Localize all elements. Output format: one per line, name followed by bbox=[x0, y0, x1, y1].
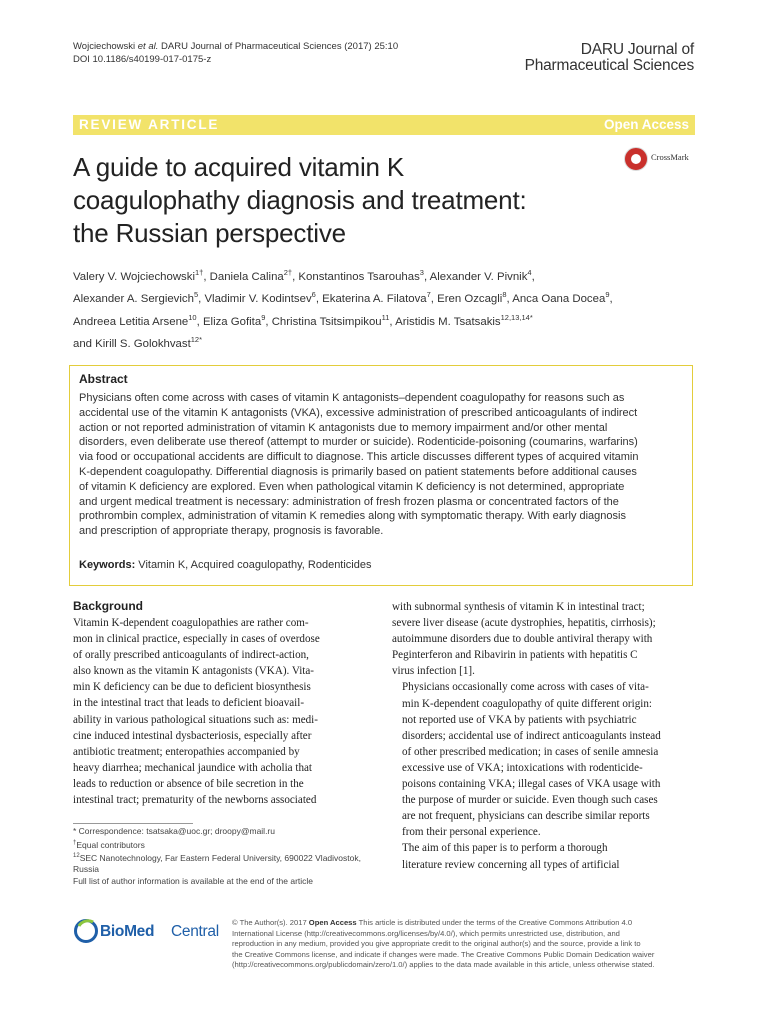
text-line: International License (http://creativecommons.org/licenses/by/4.0/), which permits unrestricted use, distribution, and bbox=[232, 928, 620, 938]
text-line: of vitamin K deficiency are explored. Even when pathological vitamin K deficiency is not determined, appropriate bbox=[79, 480, 625, 493]
text-line: min K deficiency can be due to deficient biosynthesis bbox=[73, 681, 311, 694]
text-line: Physicians occasionally come across with cases of vita- bbox=[402, 681, 649, 694]
biomed-central-logo bbox=[73, 917, 223, 947]
open-access-bold: Open Access bbox=[308, 918, 357, 927]
correspondence-note: * Correspondence: tsatsaka@uoc.gr; droopy@mail.ru bbox=[73, 826, 275, 836]
open-access-label: Open Access bbox=[603, 117, 689, 132]
affiliation-marker: 9 bbox=[261, 312, 266, 322]
affiliation-marker: 8 bbox=[502, 290, 507, 300]
affiliation-marker: 6 bbox=[311, 290, 316, 300]
affiliation-note bbox=[73, 851, 383, 864]
author-name: , Anca Oana Docea bbox=[506, 293, 606, 306]
footnote-text: Equal contributors bbox=[76, 839, 145, 850]
author-name: , Eliza Gofita bbox=[196, 315, 262, 328]
body-column-right bbox=[392, 599, 695, 873]
author-name: Andreea Letitia Arsene bbox=[73, 315, 189, 328]
text-line: heavy diarrhea; mechanical jaundice with acholia that bbox=[73, 761, 313, 774]
section-heading-background: Background bbox=[73, 599, 144, 613]
affiliation-note-cont: Russia bbox=[73, 864, 99, 875]
citation-journal: DARU Journal of Pharmaceutical Sciences (2017) 25:10 bbox=[158, 41, 399, 52]
affiliation-marker: 10 bbox=[188, 312, 197, 322]
author-line bbox=[73, 309, 693, 331]
crossmark-label: CrossMark bbox=[651, 152, 689, 162]
affiliation-marker: 2† bbox=[283, 268, 293, 277]
text-line: Peginterferon and Ribavirin in patients with hepatitis C bbox=[392, 649, 638, 662]
keywords bbox=[79, 559, 372, 571]
license-text bbox=[232, 918, 698, 971]
text-line: virus infection [1]. bbox=[392, 665, 475, 678]
author-list bbox=[73, 264, 693, 353]
text-line: severe liver disease (acute dystrophies, hepatitis, cirrhosis); bbox=[392, 617, 656, 630]
abstract-box bbox=[69, 365, 693, 586]
citation-text bbox=[73, 40, 398, 53]
author-name: and Kirill S. Golokhvast bbox=[73, 337, 191, 350]
crossmark-badge[interactable] bbox=[624, 147, 704, 171]
text-line: cine induced intestinal dysbacteriosis, especially after bbox=[73, 729, 312, 742]
biomed-wordmark: BioMed bbox=[100, 923, 155, 940]
footnote-marker: 12 bbox=[73, 853, 80, 860]
text-line: leads to reduction or absence of bile secretion in the bbox=[73, 777, 304, 790]
article-type-label: REVIEW ARTICLE bbox=[79, 117, 220, 132]
author-line bbox=[73, 264, 693, 286]
text-line: min K-dependent coagulopathy of quite different origin: bbox=[402, 697, 652, 710]
text-line: and prescription of appropriate therapy, prognosis is favorable. bbox=[79, 525, 384, 538]
affiliation-marker: 3 bbox=[419, 268, 424, 277]
affiliation-marker: 7 bbox=[426, 290, 431, 300]
title-line: A guide to acquired vitamin K bbox=[73, 152, 404, 182]
text-line: of other prescribed medication; in cases of senile amnesia bbox=[402, 745, 659, 758]
title-line: coagulophathy diagnosis and treatment: bbox=[73, 185, 527, 215]
article-type-banner bbox=[73, 115, 695, 135]
author-name: , bbox=[609, 293, 613, 306]
body-column-left bbox=[73, 615, 376, 808]
author-name: Valery V. Wojciechowski bbox=[73, 270, 195, 283]
journal-name-line1: DARU Journal of bbox=[580, 41, 694, 58]
affiliation-marker: 9 bbox=[605, 290, 610, 300]
text-line: The aim of this paper is to perform a thorough bbox=[402, 842, 608, 855]
text-line: are not frequent, physicians can describe similar reports bbox=[402, 810, 650, 823]
footnote-text: SEC Nanotechnology, Far Eastern Federal University, 690022 Vladivostok, bbox=[79, 852, 361, 863]
text-line: action or not reported administration of vitamin K antagonists due to memory impairment and/or other mental bbox=[79, 421, 608, 434]
keywords-label: Keywords: bbox=[79, 559, 136, 571]
citation-etal: et al. bbox=[137, 41, 159, 52]
doi: DOI 10.1186/s40199-017-0175-z bbox=[73, 54, 212, 65]
journal-name-line2: Pharmaceutical Sciences bbox=[524, 57, 694, 74]
license-lines bbox=[232, 929, 698, 971]
biomed-central-logo-icon bbox=[73, 917, 99, 945]
abstract-text bbox=[79, 391, 684, 539]
text-line: antibiotic treatment; enteropathies accompanied by bbox=[73, 745, 300, 758]
journal-logo bbox=[525, 42, 694, 74]
full-list-note: Full list of author information is available at the end of the article bbox=[73, 876, 314, 887]
author-name: , Ekaterina A. Filatova bbox=[315, 293, 427, 306]
text-line: autoimmune disorders due to double antiviral therapy with bbox=[392, 633, 653, 646]
text-line: K-dependent coagulopathy. Differential diagnosis is primarily based on patient statements before additional causes bbox=[79, 465, 637, 478]
author-line bbox=[73, 331, 693, 353]
keywords-list: Vitamin K, Acquired coagulopathy, Rodenticides bbox=[135, 559, 372, 571]
affiliation-marker: 11 bbox=[381, 312, 390, 322]
author-name: , Daniela Calina bbox=[203, 270, 284, 283]
author-name: Alexander A. Sergievich bbox=[73, 293, 194, 306]
author-name: , Konstantinos Tsarouhas bbox=[292, 270, 420, 283]
citation-authors: Wojciechowski bbox=[73, 41, 138, 52]
text-line: also known as the vitamin K antagonists (VKA). Vita- bbox=[73, 665, 314, 678]
body-paragraph bbox=[392, 840, 695, 872]
text-line: the purpose of murder or suicide. Even though such cases bbox=[402, 794, 658, 807]
license-line bbox=[232, 918, 698, 929]
equal-contributors-note bbox=[73, 838, 383, 851]
author-name: , bbox=[531, 270, 535, 283]
text-line: from their personal experience. bbox=[402, 826, 541, 839]
title-line: the Russian perspective bbox=[73, 218, 346, 248]
crossmark-icon bbox=[624, 147, 648, 171]
text-line: Vitamin K-dependent coagulopathies are rather com- bbox=[73, 617, 309, 629]
article-title bbox=[73, 151, 613, 250]
text-line: of orally prescribed anticoagulants of indirect-action, bbox=[73, 649, 309, 662]
text-line: mon in clinical practice, especially in cases of overdose bbox=[73, 633, 320, 646]
text-line: disorders; accidental use of indirect anticoagulants instead bbox=[402, 729, 661, 742]
body-paragraph bbox=[392, 679, 695, 840]
body-paragraph bbox=[392, 599, 695, 679]
text-line: accidental use of the vitamin K antagonists (VKA), excessive administration of prescribed anticoagulants of indirect bbox=[79, 406, 638, 419]
author-name: , Eren Ozcagli bbox=[430, 293, 503, 306]
central-wordmark: Central bbox=[171, 923, 219, 940]
license-text-rest: This article is distributed under the terms of the Creative Commons Attribution 4.0 bbox=[356, 918, 633, 927]
citation-line bbox=[73, 40, 398, 66]
text-line: Physicians often come across with cases of vitamin K antagonists–dependent coagulopathy for reasons such as bbox=[79, 392, 625, 404]
footnote-marker: † bbox=[73, 839, 77, 846]
text-line: with subnormal synthesis of vitamin K in intestinal tract; bbox=[392, 601, 645, 613]
author-name: , Alexander V. Pivnik bbox=[423, 270, 528, 283]
affiliation-marker: 1† bbox=[194, 268, 204, 277]
affiliation-marker: 12* bbox=[190, 334, 203, 344]
text-line: reproduction in any medium, provided you give appropriate credit to the original author(s) and the source, provide a link to bbox=[232, 939, 641, 948]
text-line: prothrombin complex, administration of vitamin K remedies along with symptomatic therapy. With early diagnosis bbox=[79, 510, 626, 523]
abstract-heading: Abstract bbox=[79, 372, 128, 386]
text-line: (http://creativecommons.org/publicdomain/zero/1.0/) applies to the data made available in this article, unless otherwise stated. bbox=[232, 960, 655, 969]
text-line: via food or occupational accidents are difficult to diagnose. This article discusses different types of acquired vitamin bbox=[79, 451, 639, 464]
footnote-divider bbox=[73, 823, 193, 824]
author-name: , Christina Tsitsimpikou bbox=[265, 315, 382, 328]
affiliation-marker: 5 bbox=[193, 290, 199, 300]
author-line bbox=[73, 286, 693, 308]
text-line: poisons containing VKA; illegal cases of VKA usage with bbox=[402, 778, 661, 791]
footnotes bbox=[73, 826, 383, 888]
text-line: intestinal tract; prematurity of the newborns associated bbox=[73, 794, 317, 807]
copyright: © The Author(s). 2017 bbox=[232, 918, 309, 927]
affiliation-marker: 4 bbox=[527, 268, 532, 277]
text-line: ability in various pathological situations such as: medi- bbox=[73, 713, 318, 726]
author-name: , Aristidis M. Tsatsakis bbox=[389, 315, 501, 328]
text-line: literature review concerning all types of artificial bbox=[402, 858, 620, 871]
author-name: , Vladimir V. Kodintsev bbox=[198, 293, 312, 306]
text-line: the Creative Commons license, and indicate if changes were made. The Creative Commons Public Domain Dedication waiver bbox=[232, 949, 655, 959]
text-line: disorders, even deliberate use thereof (attempt to murder or suicide). Rodenticide-poisoning (coumarins, warfarins) bbox=[79, 436, 638, 449]
text-line: excessive use of VKA; intoxications with rodenticide- bbox=[402, 761, 643, 774]
text-line: not reported use of VKA by patients with psychiatric bbox=[402, 713, 637, 726]
text-line: and urgent medical treatment is necessary: administration of fresh frozen plasma or concentrated factors of the bbox=[79, 495, 619, 508]
text-line: in the intestinal tract that leads to deficient bioavail- bbox=[73, 697, 305, 710]
affiliation-marker: 12,13,14* bbox=[500, 312, 533, 322]
